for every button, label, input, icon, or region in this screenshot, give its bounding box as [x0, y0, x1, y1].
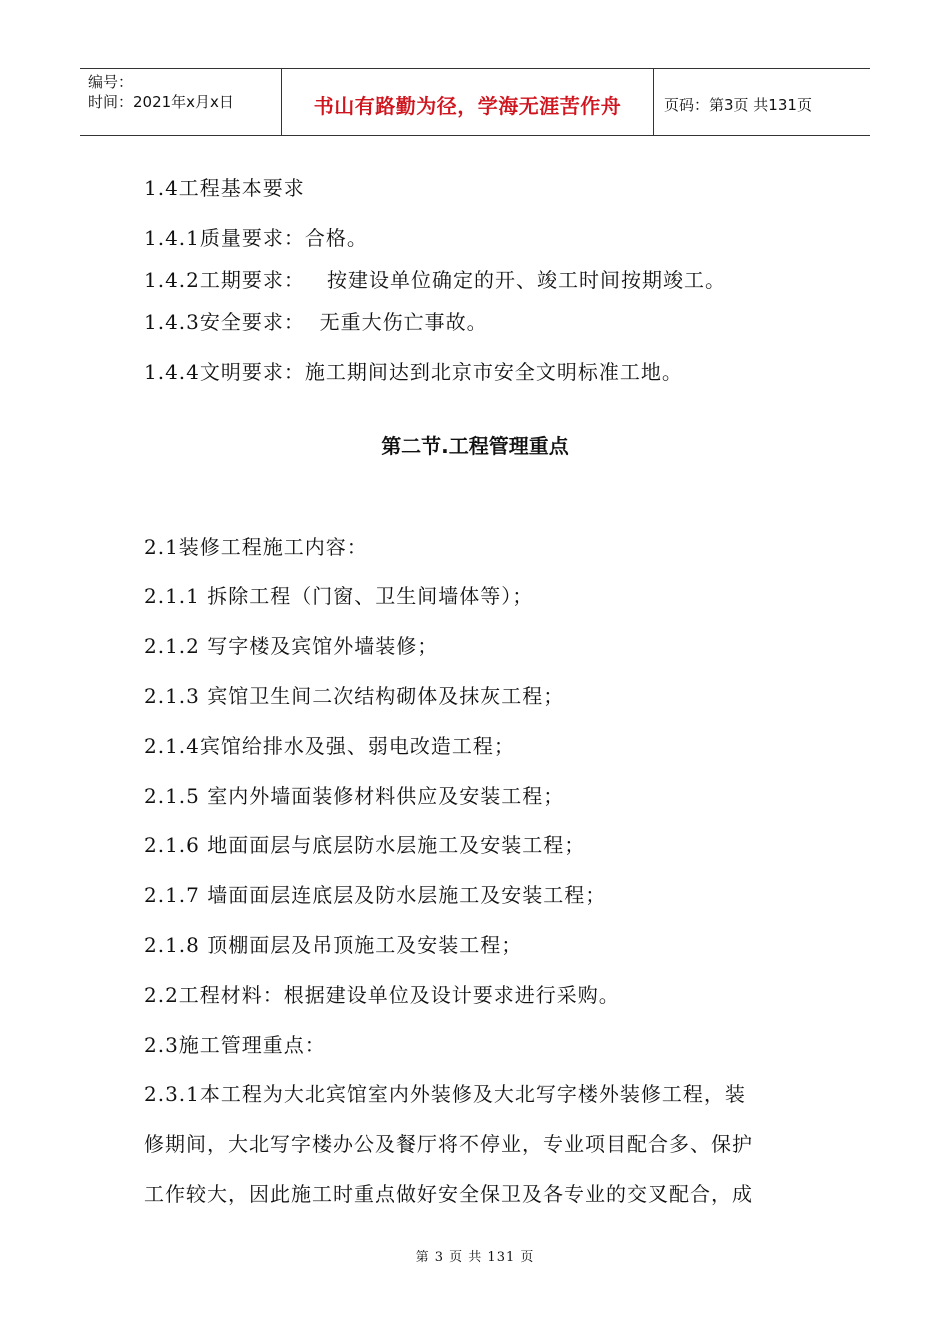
header-page-info: 页码：第3页 共131页 — [664, 95, 812, 114]
page-header — [80, 68, 870, 136]
text-line: 2.2工程材料：根据建设单位及设计要求进行采购。 — [144, 983, 620, 1007]
text-line: 2.1.6 地面面层与底层防水层施工及安装工程； — [144, 833, 586, 857]
text-line: 2.1.8 顶棚面层及吊顶施工及安装工程； — [144, 933, 523, 957]
text-line: 2.3施工管理重点： — [144, 1033, 326, 1057]
text-line: 2.1.5 室内外墙面装修材料供应及安装工程； — [144, 784, 565, 808]
text-line: 1.4工程基本要求 — [144, 176, 305, 200]
text-line: 2.1.1 拆除工程（门窗、卫生间墙体等）； — [144, 584, 534, 608]
text-line: 2.1.4宾馆给排水及强、弱电改造工程； — [144, 734, 515, 758]
header-motto: 书山有路勤为径，学海无涯苦作舟 — [282, 69, 654, 135]
text-line: 1.4.2工期要求： 按建设单位确定的开、竣工时间按期竣工。 — [144, 268, 726, 292]
number-label: 编号： — [88, 73, 134, 91]
text-line: 修期间，大北写字楼办公及餐厅将不停业，专业项目配合多、保护 — [144, 1132, 753, 1156]
date-label: 时间：2021年x月x日 — [88, 93, 234, 111]
text-line: 2.1装修工程施工内容： — [144, 535, 368, 559]
header-meta — [80, 69, 282, 135]
text-line: 2.1.2 写字楼及宾馆外墙装修； — [144, 634, 439, 658]
text-line: 工作较大，因此施工时重点做好安全保卫及各专业的交叉配合，成 — [144, 1182, 753, 1206]
text-line: 1.4.1质量要求：合格。 — [144, 226, 368, 250]
section-heading: 第二节.工程管理重点 — [381, 434, 569, 458]
text-line: 2.3.1本工程为大北宾馆室内外装修及大北写字楼外装修工程，装 — [144, 1082, 746, 1106]
text-line: 2.1.7 墙面面层连底层及防水层施工及安装工程； — [144, 883, 607, 907]
text-line: 2.1.3 宾馆卫生间二次结构砌体及抹灰工程； — [144, 684, 565, 708]
text-line: 1.4.4文明要求：施工期间达到北京市安全文明标准工地。 — [144, 360, 683, 384]
text-line: 1.4.3安全要求： 无重大伤亡事故。 — [144, 310, 488, 334]
page-footer: 第 3 页 共 131 页 — [415, 1250, 535, 1265]
